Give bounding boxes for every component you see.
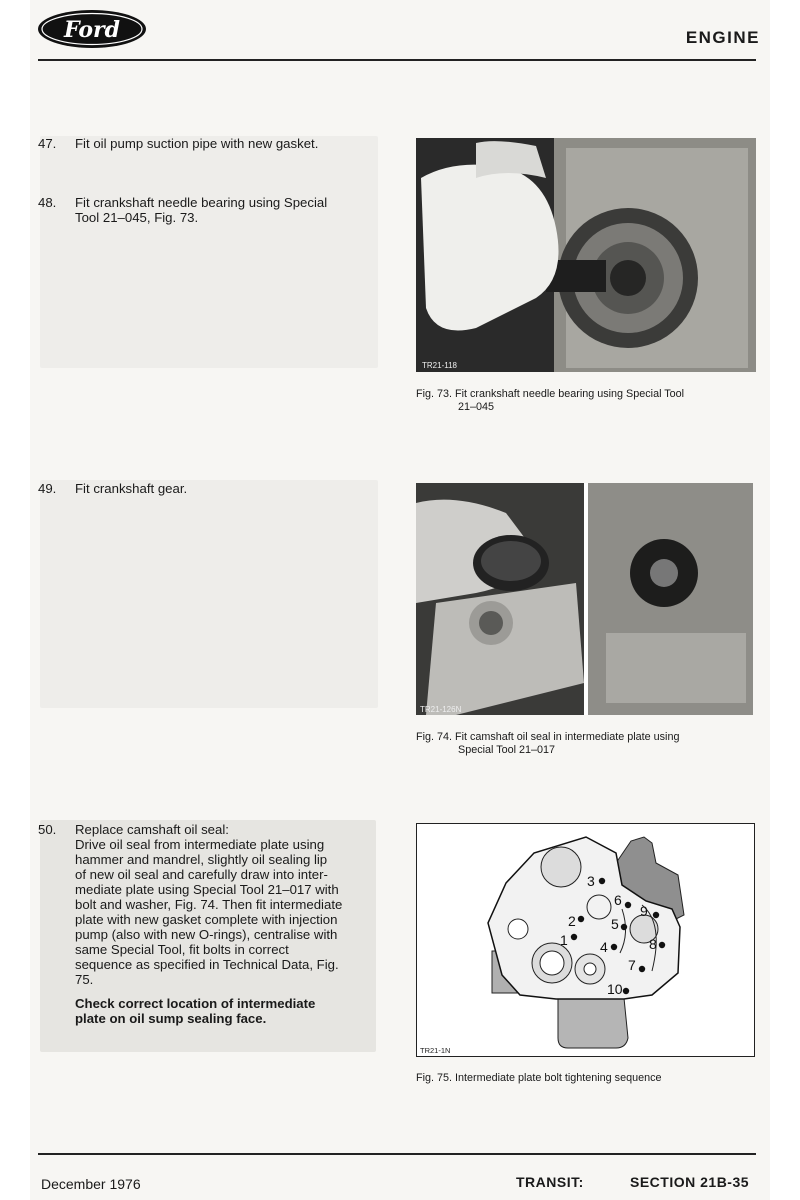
- show-through-image: [40, 136, 378, 368]
- step-number: 47.: [38, 136, 57, 151]
- bolt-number-label: 2: [568, 913, 576, 929]
- footer-section: SECTION 21B-35: [630, 1174, 750, 1190]
- figure-photo-code: TR21-126N: [420, 705, 462, 714]
- step-text-line: sequence as specified in Technical Data, Fig.: [75, 957, 339, 972]
- step-text-line: of new oil seal and carefully draw into inter-: [75, 867, 328, 882]
- figure-73-photo: [416, 138, 756, 372]
- caption-line: Fig. 75. Intermediate plate bolt tightening sequence: [416, 1072, 662, 1084]
- caption-line: Fig. 73. Fit crankshaft needle bearing using Special Tool: [416, 388, 685, 400]
- bolt-number-label: 5: [611, 916, 619, 932]
- step-number: 50.: [38, 822, 57, 837]
- footer-rule: [38, 1153, 756, 1155]
- figure-73-caption: [416, 388, 756, 414]
- step-text-line: hammer and mandrel, slightly oil sealing lip: [75, 852, 328, 867]
- oil-sump-shape: [558, 998, 628, 1048]
- bolt-number-label: 4: [600, 939, 608, 955]
- bolt-number-label: 3: [587, 873, 595, 889]
- figure-74-photo: [416, 483, 753, 715]
- bolt-number-label: 7: [628, 957, 636, 973]
- step-text-line: Tool 21–045, Fig. 73.: [75, 210, 199, 225]
- step-text-line: same Special Tool, fit bolts in correct: [75, 942, 289, 957]
- caption-line: Fig. 74. Fit camshaft oil seal in intermediate plate using: [416, 731, 680, 743]
- figure-photo-code: TR21-118: [422, 361, 457, 370]
- show-through-image: [40, 480, 378, 708]
- figure-photo-code: TR21-1N: [420, 1046, 451, 1055]
- step-note-line: plate on oil sump sealing face.: [75, 1011, 267, 1026]
- bolt-number-label: 1: [560, 932, 568, 948]
- step-text-line: bolt and washer, Fig. 74. Then fit intermediate: [75, 897, 343, 912]
- step-number: 48.: [38, 195, 57, 210]
- footer-model: TRANSIT:: [516, 1174, 584, 1190]
- step-text-line: plate with new gasket complete with injection: [75, 912, 338, 927]
- ford-logo-text: Ford: [63, 17, 121, 43]
- step-text-line: mediate plate using Special Tool 21–017 with: [75, 882, 339, 897]
- step-text-line: Drive oil seal from intermediate plate using: [75, 837, 325, 852]
- step-text-line: 75.: [75, 972, 94, 987]
- figure-75-caption: [416, 1072, 756, 1085]
- ford-logo: [36, 8, 148, 50]
- section-title: ENGINE: [685, 28, 760, 47]
- bolt-number-label: 6: [614, 892, 622, 908]
- header-rule: [38, 59, 756, 61]
- step-text: Fit oil pump suction pipe with new gasket.: [75, 136, 319, 151]
- bolt-number-label: 9: [640, 903, 648, 919]
- step-text-line: Fit crankshaft needle bearing using Special: [75, 195, 328, 210]
- bolt-number-label: 10: [607, 981, 623, 997]
- step-number: 49.: [38, 481, 57, 496]
- figure-75-diagram: [416, 823, 755, 1057]
- caption-line: 21–045: [458, 401, 495, 413]
- step-text-line: pump (also with new O-rings), centralise with: [75, 927, 338, 942]
- footer-date: December 1976: [41, 1176, 141, 1192]
- caption-line: Special Tool 21–017: [458, 744, 556, 756]
- figure-74-caption: [416, 731, 756, 757]
- step-note-line: Check correct location of intermediate: [75, 996, 316, 1011]
- cam-gear-outline: [541, 847, 581, 887]
- bolt-number-label: 8: [649, 936, 657, 952]
- step-heading: Replace camshaft oil seal:: [75, 822, 229, 837]
- step-text: Fit crankshaft gear.: [75, 481, 188, 496]
